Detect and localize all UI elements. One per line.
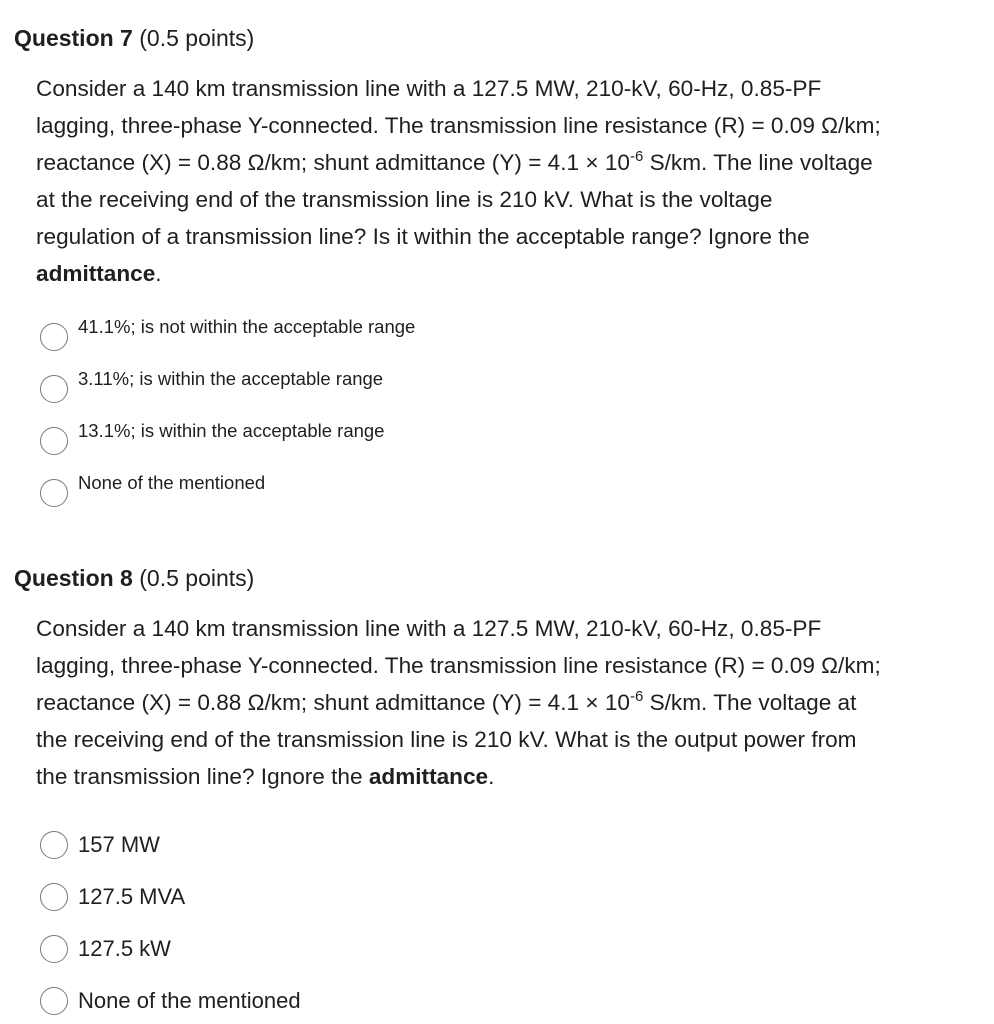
radio-button[interactable] <box>40 427 68 455</box>
text-line: reactance (X) = 0.88 Ω/km; shunt admittance (Y) = 4.1 × 10 <box>36 150 630 175</box>
text-line: . <box>155 261 162 286</box>
question-points: (0.5 points) <box>139 565 255 591</box>
text-line: lagging, three-phase Y-connected. The transmission line resistance (R) = 0.09 Ω/km; <box>36 653 881 678</box>
bold-term: admittance <box>368 764 489 789</box>
answer-option[interactable] <box>40 934 171 964</box>
option-label: 127.5 kW <box>78 936 171 961</box>
question-text <box>36 610 976 795</box>
answer-option[interactable] <box>40 312 415 342</box>
text-line: the receiving end of the transmission line is 210 kV. What is the output power from <box>36 727 857 752</box>
answer-option[interactable] <box>40 882 185 912</box>
question-header <box>14 562 254 594</box>
radio-button[interactable] <box>40 987 68 1015</box>
option-label: 41.1%; is not within the acceptable range <box>78 316 416 337</box>
answer-option[interactable] <box>40 468 265 498</box>
option-label: None of the mentioned <box>78 472 266 493</box>
text-line: Consider a 140 km transmission line with a 127.5 MW, 210-kV, 60-Hz, 0.85-PF <box>36 76 822 101</box>
exponent: -6 <box>629 688 644 705</box>
text-line: at the receiving end of the transmission line is 210 kV. What is the voltage <box>36 187 773 212</box>
text-line: Consider a 140 km transmission line with a 127.5 MW, 210-kV, 60-Hz, 0.85-PF <box>36 616 822 641</box>
answer-option[interactable] <box>40 986 301 1016</box>
radio-button[interactable] <box>40 375 68 403</box>
option-label: 3.11%; is within the acceptable range <box>78 368 384 389</box>
text-line: lagging, three-phase Y-connected. The transmission line resistance (R) = 0.09 Ω/km; <box>36 113 881 138</box>
radio-button[interactable] <box>40 479 68 507</box>
exponent: -6 <box>629 148 644 165</box>
question-title: Question 8 <box>14 565 133 591</box>
radio-button[interactable] <box>40 831 68 859</box>
question-text <box>36 70 976 292</box>
option-label: 127.5 MVA <box>78 884 186 909</box>
radio-button[interactable] <box>40 935 68 963</box>
answer-option[interactable] <box>40 830 160 860</box>
text-line: . <box>488 764 495 789</box>
bold-term: admittance <box>36 261 156 286</box>
answer-option[interactable] <box>40 364 383 394</box>
question-points: (0.5 points) <box>139 25 255 51</box>
text-line: reactance (X) = 0.88 Ω/km; shunt admittance (Y) = 4.1 × 10 <box>36 690 630 715</box>
text-line: regulation of a transmission line? Is it within the acceptable range? Ignore the <box>36 224 810 249</box>
option-label: None of the mentioned <box>78 988 301 1013</box>
answer-option[interactable] <box>40 416 384 446</box>
text-line: the transmission line? Ignore the <box>36 764 369 789</box>
question-header <box>14 22 254 54</box>
text-line: S/km. The voltage at <box>643 690 857 715</box>
question-title: Question 7 <box>14 25 133 51</box>
radio-button[interactable] <box>40 883 68 911</box>
option-label: 157 MW <box>78 832 160 857</box>
radio-button[interactable] <box>40 323 68 351</box>
text-line: S/km. The line voltage <box>643 150 873 175</box>
option-label: 13.1%; is within the acceptable range <box>78 420 385 441</box>
